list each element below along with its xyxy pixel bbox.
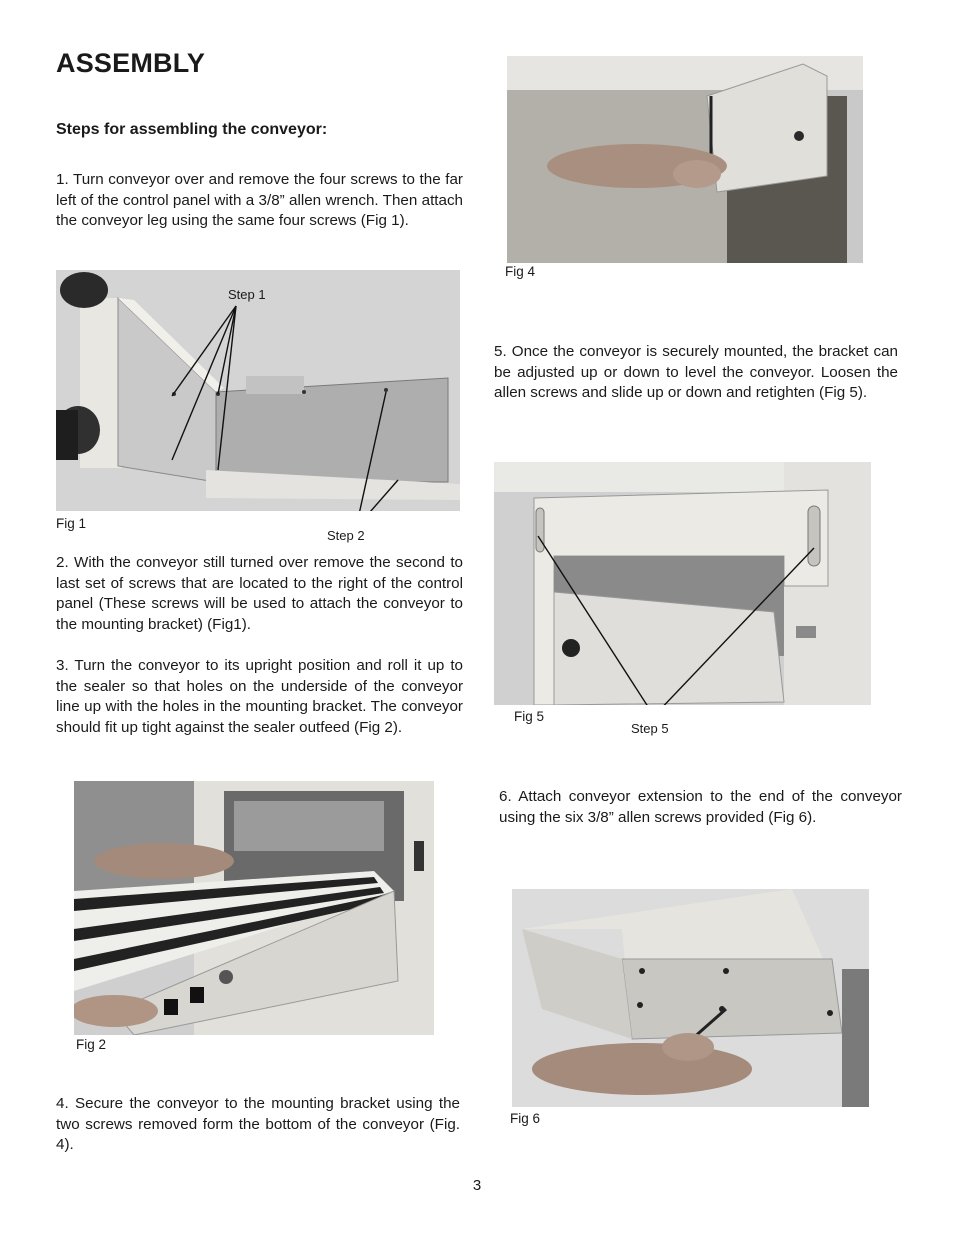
step-5-text: 5. Once the conveyor is securely mounted, the bracket can be adjusted up or down to level the conveyor. Loosen the allen screws and slide up or down and retighten (Fig 5). (494, 343, 898, 402)
fig-4-photo (507, 56, 863, 263)
step-3-text: 3. Turn the conveyor to its upright position and roll it up to the sealer so that holes on the underside of the conveyor line up with the holes in the mounting bracket. The conveyor should fit up tight against the sealer outfeed (Fig 2). (56, 657, 463, 736)
step-2-callout: Step 2 (327, 528, 365, 543)
step-5-callout: Step 5 (631, 721, 669, 736)
fig-4-caption: Fig 4 (505, 264, 536, 279)
fig-6-photo (512, 889, 869, 1107)
step-2-text: 2. With the conveyor still turned over remove the second to last set of screws that are located to the right of the control panel (These screws will be used to attach the conveyor to the mounting bracket) (Fig1). (56, 554, 463, 633)
fig-5-caption: Fig 5 (514, 709, 545, 724)
page-title: ASSEMBLY (56, 48, 206, 78)
fig-2-photo (74, 781, 434, 1035)
page-number: 3 (472, 1177, 482, 1194)
fig-5-photo (494, 462, 871, 705)
fig-6-caption: Fig 6 (510, 1111, 541, 1126)
fig-1-caption: Fig 1 (56, 516, 87, 531)
fig-1-photo (56, 270, 460, 511)
step-6-text: 6. Attach conveyor extension to the end of the conveyor using the six 3/8” allen screws provided (Fig 6). (499, 788, 902, 826)
section-subtitle: Steps for assembling the conveyor: (56, 121, 328, 138)
fig-2-caption: Fig 2 (76, 1037, 107, 1052)
step-1-text: 1. Turn conveyor over and remove the four screws to the far left of the control panel with a 3/8” allen wrench. Then attach the conveyor leg using the same four screws (Fig 1). (56, 171, 463, 230)
step-4-text: 4. Secure the conveyor to the mounting bracket using the two screws removed form the bottom of the conveyor (Fig. 4). (56, 1095, 460, 1154)
step-1-callout: Step 1 (228, 287, 266, 302)
